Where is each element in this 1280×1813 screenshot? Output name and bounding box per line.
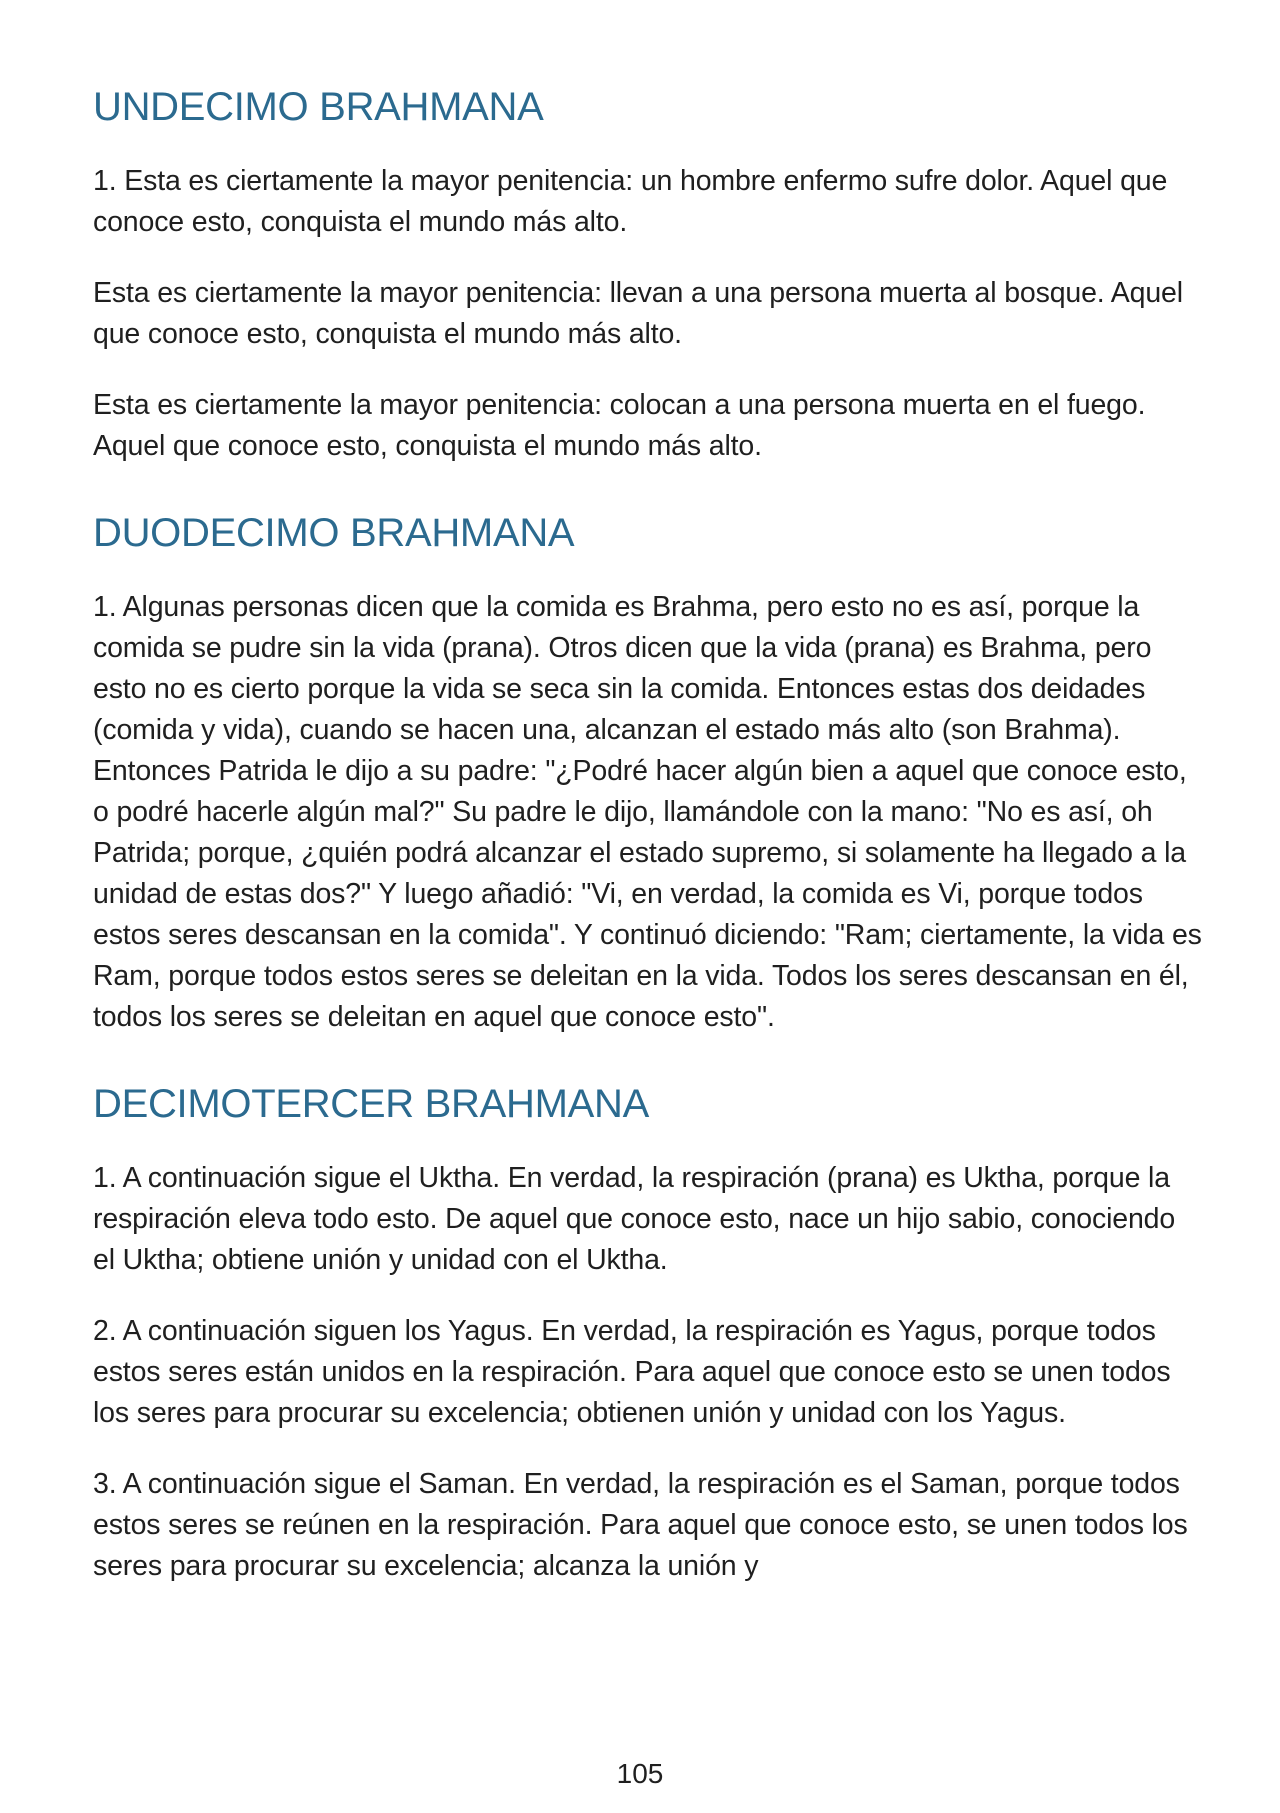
section-title: DECIMOTERCER BRAHMANA	[93, 1082, 649, 1126]
paragraph: 1. Esta es ciertamente la mayor penitencia: un hombre enfermo sufre dolor. Aquel que conoce esto, conquista el mundo más alto.	[93, 165, 1168, 238]
section-title: DUODECIMO BRAHMANA	[93, 511, 575, 555]
page-number: 105	[616, 1758, 664, 1789]
page-content	[93, 83, 1203, 1629]
paragraph: 2. A continuación siguen los Yagus. En verdad, la respiración es Yagus, porque todos estos seres están unidos en la respiración. Para aquel que conoce esto se unen todos los seres para procurar su excelencia; obtienen unión y unidad con los Yagus.	[93, 1315, 1171, 1429]
section-title: UNDECIMO BRAHMANA	[93, 85, 544, 129]
paragraph: 3. A continuación sigue el Saman. En verdad, la respiración es el Saman, porque todos estos seres se reúnen en la respiración. Para aquel que conoce esto, se unen todos los seres para procurar su excelencia; alcanza la unión y	[93, 1468, 1188, 1582]
section-undecimo	[93, 83, 1203, 467]
paragraph: 1. Algunas personas dicen que la comida es Brahma, pero esto no es así, porque la comida se pudre sin la vida (prana). Otros dicen que la vida (prana) es Brahma, pero esto no es cierto porque la vida se seca sin la comida. Entonces estas dos deidades (comida y vida), cuando se hacen una, alcanzan el estado más alto (son Brahma). Entonces Patrida le dijo a su padre: "¿Podré hacer algún bien a aquel que conoce esto, o podré hacerle algún mal?" Su padre le dijo, llamándole con la mano: "No es así, oh Patrida; porque, ¿quién podrá alcanzar el estado supremo, si solamente ha llegado a la unidad de estas dos?" Y luego añadió: "Vi, en verdad, la comida es Vi, porque todos estos seres descansan en la comida". Y continuó diciendo: "Ram; ciertamente, la vida es Ram, porque todos estos seres se deleitan en la vida. Todos los seres descansan en él, todos los seres se deleitan en aquel que conoce esto".	[93, 591, 1202, 1033]
section-decimotercer	[93, 1080, 1203, 1587]
section-duodecimo	[93, 509, 1203, 1038]
paragraph: 1. A continuación sigue el Uktha. En verdad, la respiración (prana) es Uktha, porque la respiración eleva todo esto. De aquel que conoce esto, nace un hijo sabio, conociendo el Uktha; obtiene unión y unidad con el Uktha.	[93, 1162, 1176, 1276]
paragraph: Esta es ciertamente la mayor penitencia: llevan a una persona muerta al bosque. Aquel que conoce esto, conquista el mundo más alto.	[93, 277, 1183, 350]
paragraph: Esta es ciertamente la mayor penitencia: colocan a una persona muerta en el fuego. Aquel que conoce esto, conquista el mundo más alto.	[93, 389, 1146, 462]
